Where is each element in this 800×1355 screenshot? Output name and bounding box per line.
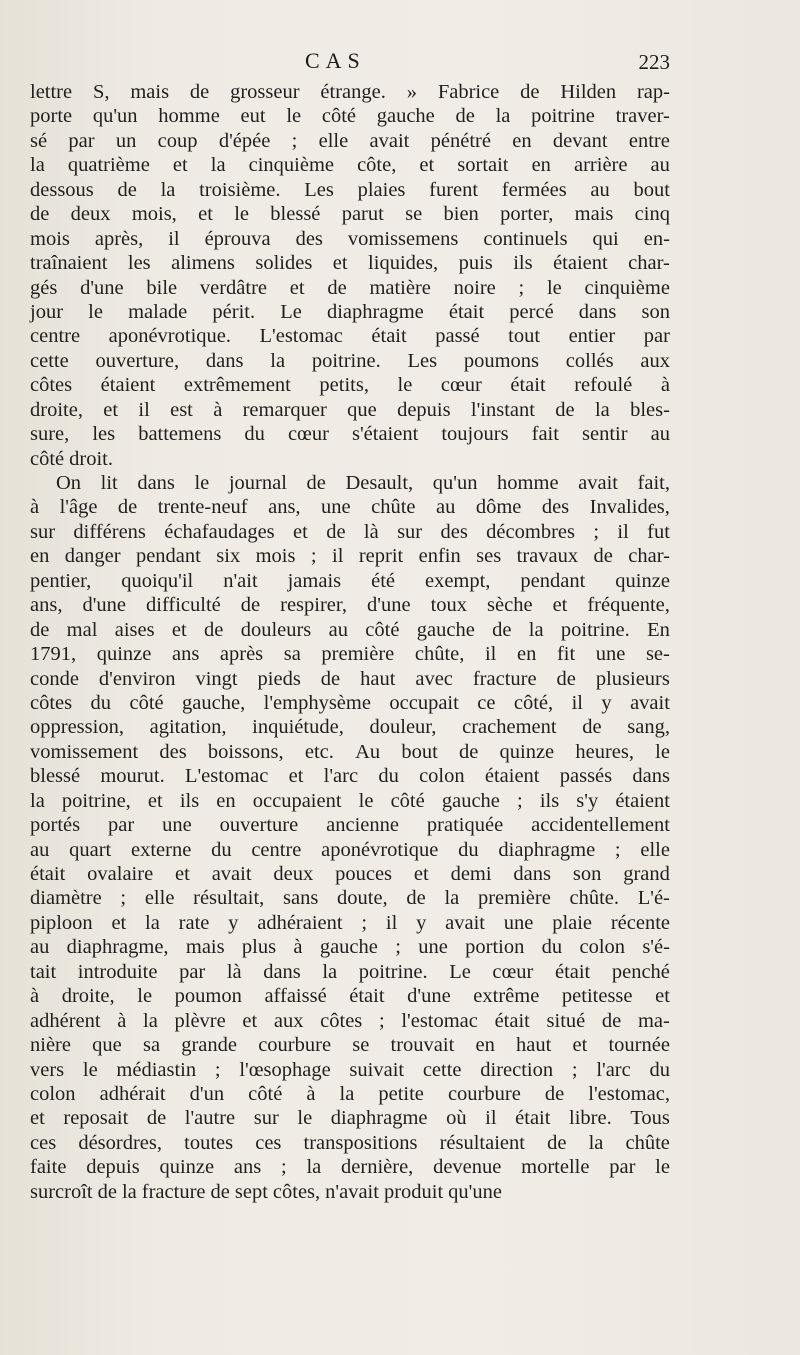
text-line: à droite, le poumon affaissé était d'une extrême petitesse et xyxy=(30,985,670,1008)
text-line: conde d'environ vingt pieds de haut avec fracture de plusieurs xyxy=(30,667,670,690)
text-line: était ovalaire et avait deux pouces et demi dans son grand xyxy=(30,863,670,885)
text-line: adhérent à la plèvre et aux côtes ; l'estomac était situé de ma- xyxy=(30,1009,670,1032)
text-line: sé par un coup d'épée ; elle avait pénétré en devant entre xyxy=(30,129,670,152)
text-line: et reposait de l'autre sur le diaphragme où il était libre. Tous xyxy=(30,1107,670,1130)
text-line: nière que sa grande courbure se trouvait en haut et tournée xyxy=(30,1034,670,1057)
text-line: lettre S, mais de grosseur étrange. » Fabrice de Hilden rap- xyxy=(30,81,670,103)
text-line: diamètre ; elle résultait, sans doute, de la première chûte. L'é- xyxy=(30,887,670,910)
text-line: blessé mourut. L'estomac et l'arc du colon étaient passés dans xyxy=(30,765,670,788)
text-line: droite, et il est à remarquer que depuis l'instant de la bles- xyxy=(30,398,670,421)
text-line: colon adhérait d'un côté à la petite courbure de l'estomac, xyxy=(30,1082,670,1105)
text-line: côtes du côté gauche, l'emphysème occupait ce côté, il y avait xyxy=(30,691,670,714)
text-line: 1791, quinze ans après sa première chûte, il en fit une se- xyxy=(30,643,670,666)
body-text xyxy=(30,80,670,1204)
text-line: de deux mois, et le blessé parut se bien porter, mais cinq xyxy=(30,203,670,226)
text-line: sur différens échafaudages et de là sur des décombres ; il fut xyxy=(30,520,670,543)
text-line: vers le médiastin ; l'œsophage suivait cette direction ; l'arc du xyxy=(30,1058,670,1081)
text-line: sure, les battemens du cœur s'étaient toujours fait sentir au xyxy=(30,423,670,446)
text-line: côté droit. xyxy=(30,447,113,470)
text-line: côtes étaient extrêmement petits, le cœur était refoulé à xyxy=(30,374,670,397)
text-line: jour le malade périt. Le diaphragme était percé dans son xyxy=(30,300,670,323)
text-line: ans, d'une difficulté de respirer, d'une toux sèche et fréquente, xyxy=(30,594,670,617)
text-line: surcroît de la fracture de sept côtes, n'avait produit qu'une xyxy=(30,1180,502,1203)
text-line: ces désordres, toutes ces transpositions résultaient de la chûte xyxy=(30,1131,670,1154)
running-head: CAS xyxy=(305,48,366,73)
text-line: tait introduite par là dans la poitrine. Le cœur était penché xyxy=(30,960,670,983)
page-number: 223 xyxy=(638,50,670,74)
text-line: au quart externe du centre aponévrotique du diaphragme ; elle xyxy=(30,838,670,861)
text-line: faite depuis quinze ans ; la dernière, devenue mortelle par le xyxy=(30,1156,670,1179)
text-line: au diaphragme, mais plus à gauche ; une portion du colon s'é- xyxy=(30,936,670,959)
page-header xyxy=(30,48,670,78)
text-line: dessous de la troisième. Les plaies furent fermées au bout xyxy=(30,178,670,201)
text-line: cette ouverture, dans la poitrine. Les poumons collés aux xyxy=(30,349,670,372)
text-line: On lit dans le journal de Desault, qu'un homme avait fait, xyxy=(56,472,670,494)
text-line: mois après, il éprouva des vomissemens continuels qui en- xyxy=(30,227,670,250)
text-line: en danger pendant six mois ; il reprit enfin ses travaux de char- xyxy=(30,545,670,568)
text-line: la poitrine, et ils en occupaient le côté gauche ; ils s'y étaient xyxy=(30,789,670,812)
paragraph-1 xyxy=(30,80,670,471)
text-line: vomissement des boissons, etc. Au bout de quinze heures, le xyxy=(30,740,670,763)
text-line: traînaient les alimens solides et liquides, puis ils étaient char- xyxy=(30,252,670,275)
text-line: la quatrième et la cinquième côte, et sortait en arrière au xyxy=(30,154,670,177)
text-line: portés par une ouverture ancienne pratiquée accidentellement xyxy=(30,814,670,837)
text-line: pentier, quoiqu'il n'ait jamais été exempt, pendant quinze xyxy=(30,569,670,592)
text-line: à l'âge de trente-neuf ans, une chûte au dôme des Invalides, xyxy=(30,496,670,519)
text-line: porte qu'un homme eut le côté gauche de la poitrine traver- xyxy=(30,105,670,128)
text-line: centre aponévrotique. L'estomac était passé tout entier par xyxy=(30,325,670,348)
text-line: piploon et la rate y adhéraient ; il y avait une plaie récente xyxy=(30,911,670,934)
text-line: oppression, agitation, inquiétude, douleur, crachement de sang, xyxy=(30,716,670,739)
paragraph-2 xyxy=(30,471,670,1204)
text-line: de mal aises et de douleurs au côté gauche de la poitrine. En xyxy=(30,618,670,641)
text-line: gés d'une bile verdâtre et de matière noire ; le cinquième xyxy=(30,276,670,299)
